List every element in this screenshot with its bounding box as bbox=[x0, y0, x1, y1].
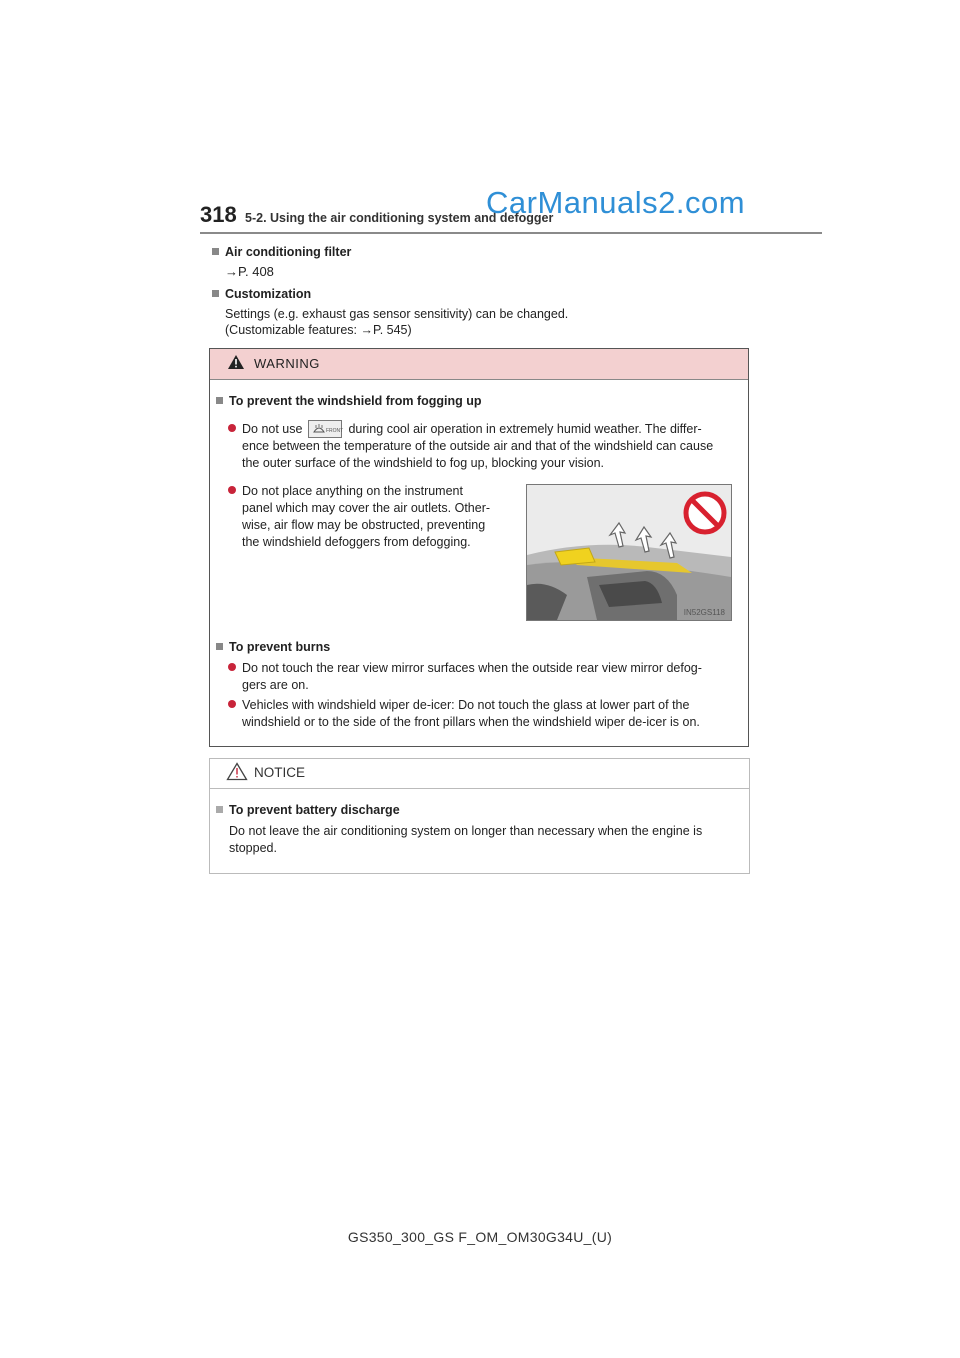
square-bullet-icon bbox=[212, 290, 219, 297]
warning-bullet-burns-1: Do not touch the rear view mirror surfaces when the outside rear view mirror defog- gers are on. bbox=[228, 660, 744, 694]
warning-heading-fog: To prevent the windshield from fogging up bbox=[216, 394, 482, 408]
warning-heading-burns: To prevent burns bbox=[216, 640, 330, 654]
item-text: Settings (e.g. exhaust gas sensor sensitivity) can be changed. bbox=[225, 307, 569, 321]
notice-divider bbox=[210, 788, 749, 789]
page-number: 318 bbox=[200, 202, 237, 227]
instrument-panel-illustration bbox=[526, 484, 732, 621]
customizable-features-link[interactable]: (Customizable features: →P. 545) bbox=[225, 323, 412, 337]
section-title: 5-2. Using the air conditioning system and defogger bbox=[245, 211, 554, 225]
warning-title: WARNING bbox=[254, 356, 320, 371]
bullet-dot-icon bbox=[228, 663, 236, 671]
notice-triangle-icon bbox=[226, 762, 248, 781]
dashboard-image bbox=[527, 485, 731, 620]
item-air-filter bbox=[212, 245, 351, 280]
document-code: GS350_300_GS F_OM_OM30G34U_(U) bbox=[347, 1229, 613, 1245]
item-customization bbox=[212, 287, 568, 338]
square-bullet-icon bbox=[216, 397, 223, 404]
front-defrost-button-icon bbox=[308, 420, 342, 438]
bullet-dot-icon bbox=[228, 700, 236, 708]
notice-text: Do not leave the air conditioning system on longer than necessary when the engine is stopped. bbox=[229, 824, 703, 855]
item-heading: Air conditioning filter bbox=[225, 245, 352, 259]
square-bullet-icon bbox=[212, 248, 219, 255]
square-bullet-icon bbox=[216, 806, 223, 813]
warning-bullet-burns-2: Vehicles with windshield wiper de-icer: Do not touch the glass at lower part of the windshield or to the side of the front pillars when the windshield wiper de-icer is on. bbox=[228, 697, 744, 731]
warning-bullet-fog-2: Do not place anything on the instrument panel which may cover the air outlets. Other- wise, air flow may be obstructed, preventing the windshield defoggers from defogging. bbox=[228, 483, 518, 551]
warning-triangle-icon bbox=[227, 354, 245, 370]
page-reference-link[interactable]: →P. 408 bbox=[225, 264, 274, 279]
warning-bullet-fog-1: Do not use FRONT during cool air operation in extremely humid weather. The differ- ence between the temperature of the outside air and that of the windshield can cause the outer surface of the windshield to fog up, blocking your vision. bbox=[228, 420, 744, 472]
bullet-dot-icon bbox=[228, 486, 236, 494]
notice-title: NOTICE bbox=[254, 765, 306, 780]
watermark-link[interactable]: CarManuals2.com bbox=[486, 185, 746, 220]
bullet-dot-icon bbox=[228, 424, 236, 432]
square-bullet-icon bbox=[216, 643, 223, 650]
figure-label: IN52GS118 bbox=[683, 608, 725, 617]
header-divider bbox=[200, 232, 822, 234]
svg-text:FRONT: FRONT bbox=[326, 428, 344, 434]
item-heading: Customization bbox=[225, 287, 312, 301]
notice-heading: To prevent battery discharge bbox=[216, 803, 400, 817]
